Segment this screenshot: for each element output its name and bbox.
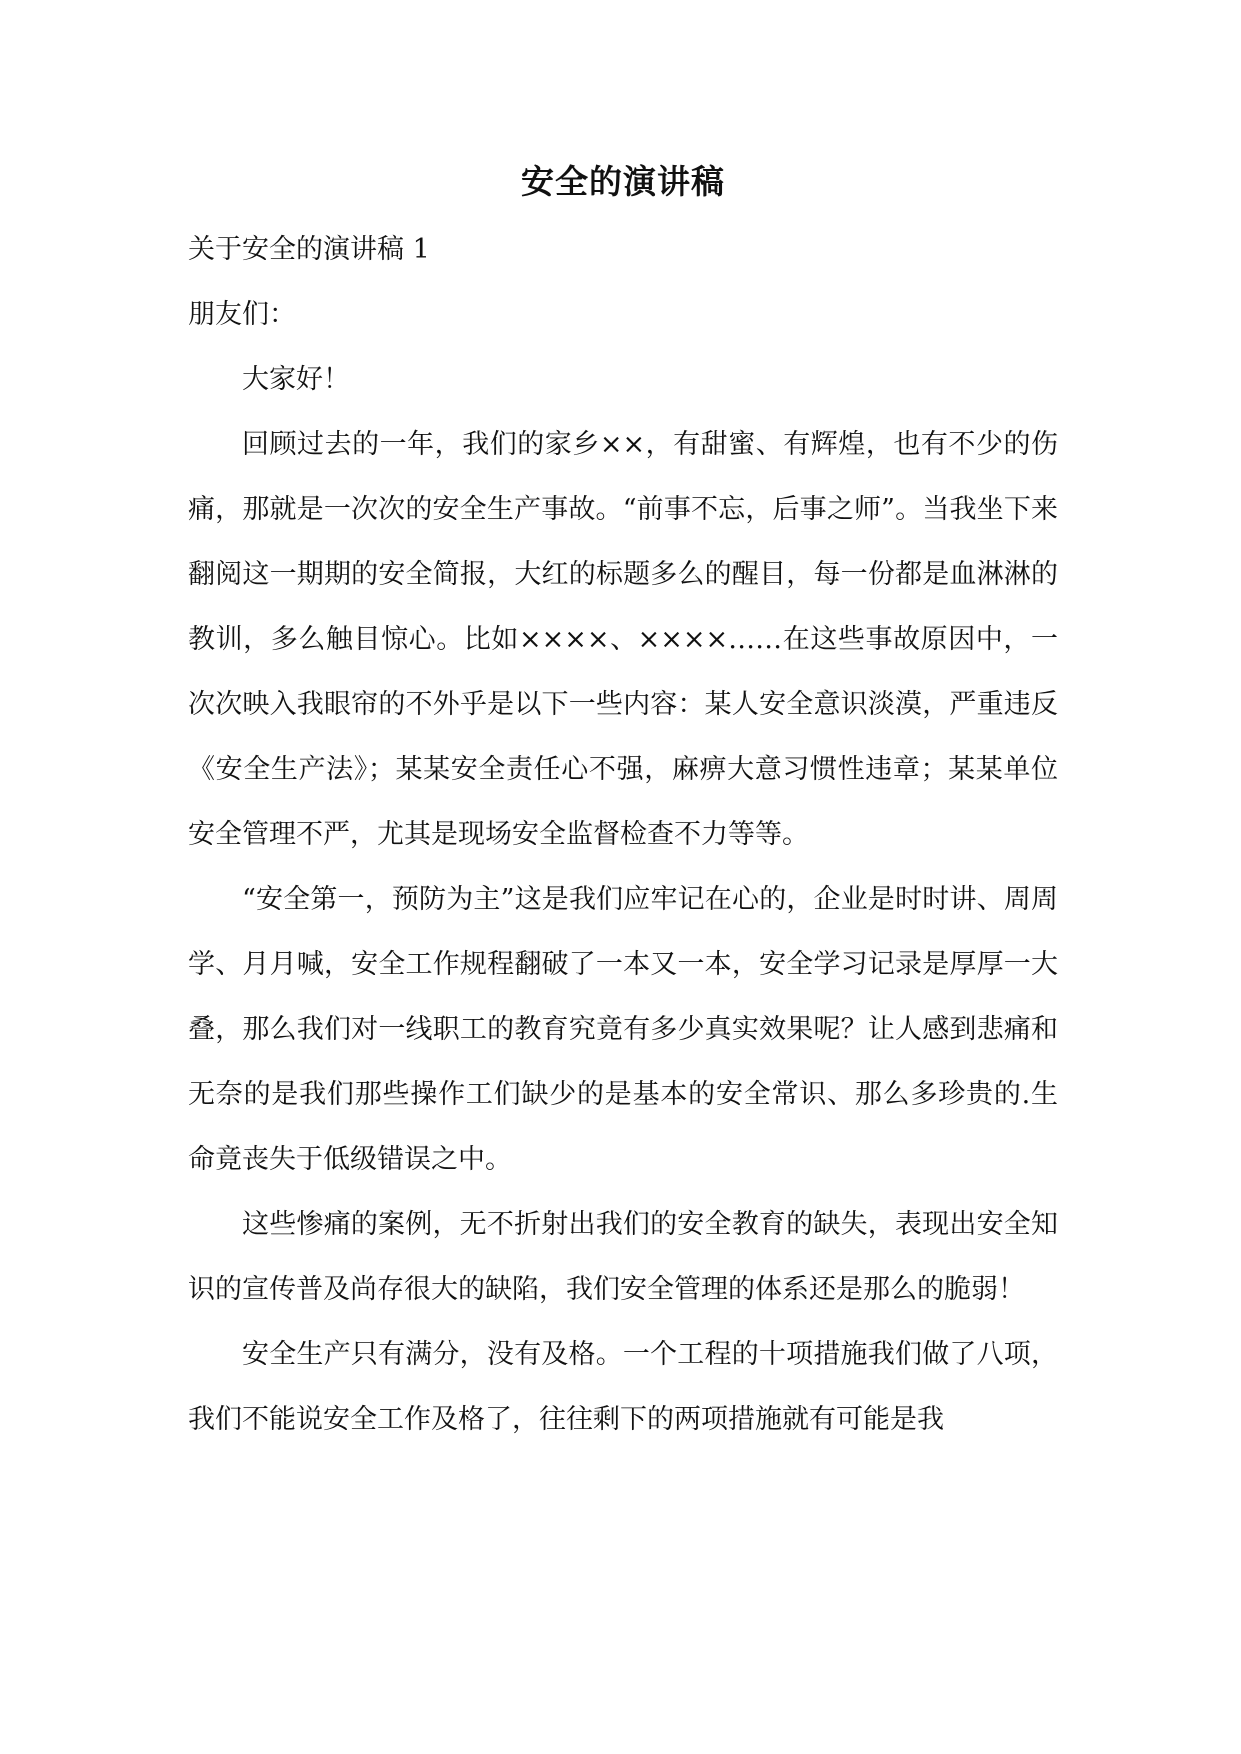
body-paragraph-3: 这些惨痛的案例，无不折射出我们的安全教育的缺失，表现出安全知识的宣传普及尚存很大的缺陷，我们安全管理的体系还是那么的脆弱！ <box>188 1209 1058 1305</box>
greeting: 大家好！ <box>242 364 350 395</box>
document-subtitle: 关于安全的演讲稿 1 <box>188 234 430 265</box>
document-title: 安全的演讲稿 <box>521 162 725 201</box>
salutation: 朋友们： <box>188 299 296 330</box>
body-paragraph-4: 安全生产只有满分，没有及格。一个工程的十项措施我们做了八项，我们不能说安全工作及格了，往往剩下的两项措施就有可能是我 <box>188 1339 1058 1435</box>
body-paragraph-1: 回顾过去的一年，我们的家乡××，有甜蜜、有辉煌，也有不少的伤痛，那就是一次次的安全生产事故。“前事不忘，后事之师”。当我坐下来翻阅这一期期的安全简报，大红的标题多么的醒目，每一份都是血淋淋的教训，多么触目惊心。比如××××、××××……在这些事故原因中，一次次映入我眼帘的不外乎是以下一些内容：某人安全意识淡漠，严重违反《安全生产法》；某某安全责任心不强，麻痹大意习惯性违章；某某单位安全管理不严，尤其是现场安全监督检查不力等等。 <box>188 429 1058 850</box>
document-page <box>188 160 1058 1452</box>
body-paragraph-2: “安全第一，预防为主”这是我们应牢记在心的，企业是时时讲、周周学、月月喊，安全工作规程翻破了一本又一本，安全学习记录是厚厚一大叠，那么我们对一线职工的教育究竟有多少真实效果呢？让人感到悲痛和无奈的是我们那些操作工们缺少的是基本的安全常识、那么多珍贵的.生命竟丧失于低级错误之中。 <box>188 884 1058 1175</box>
